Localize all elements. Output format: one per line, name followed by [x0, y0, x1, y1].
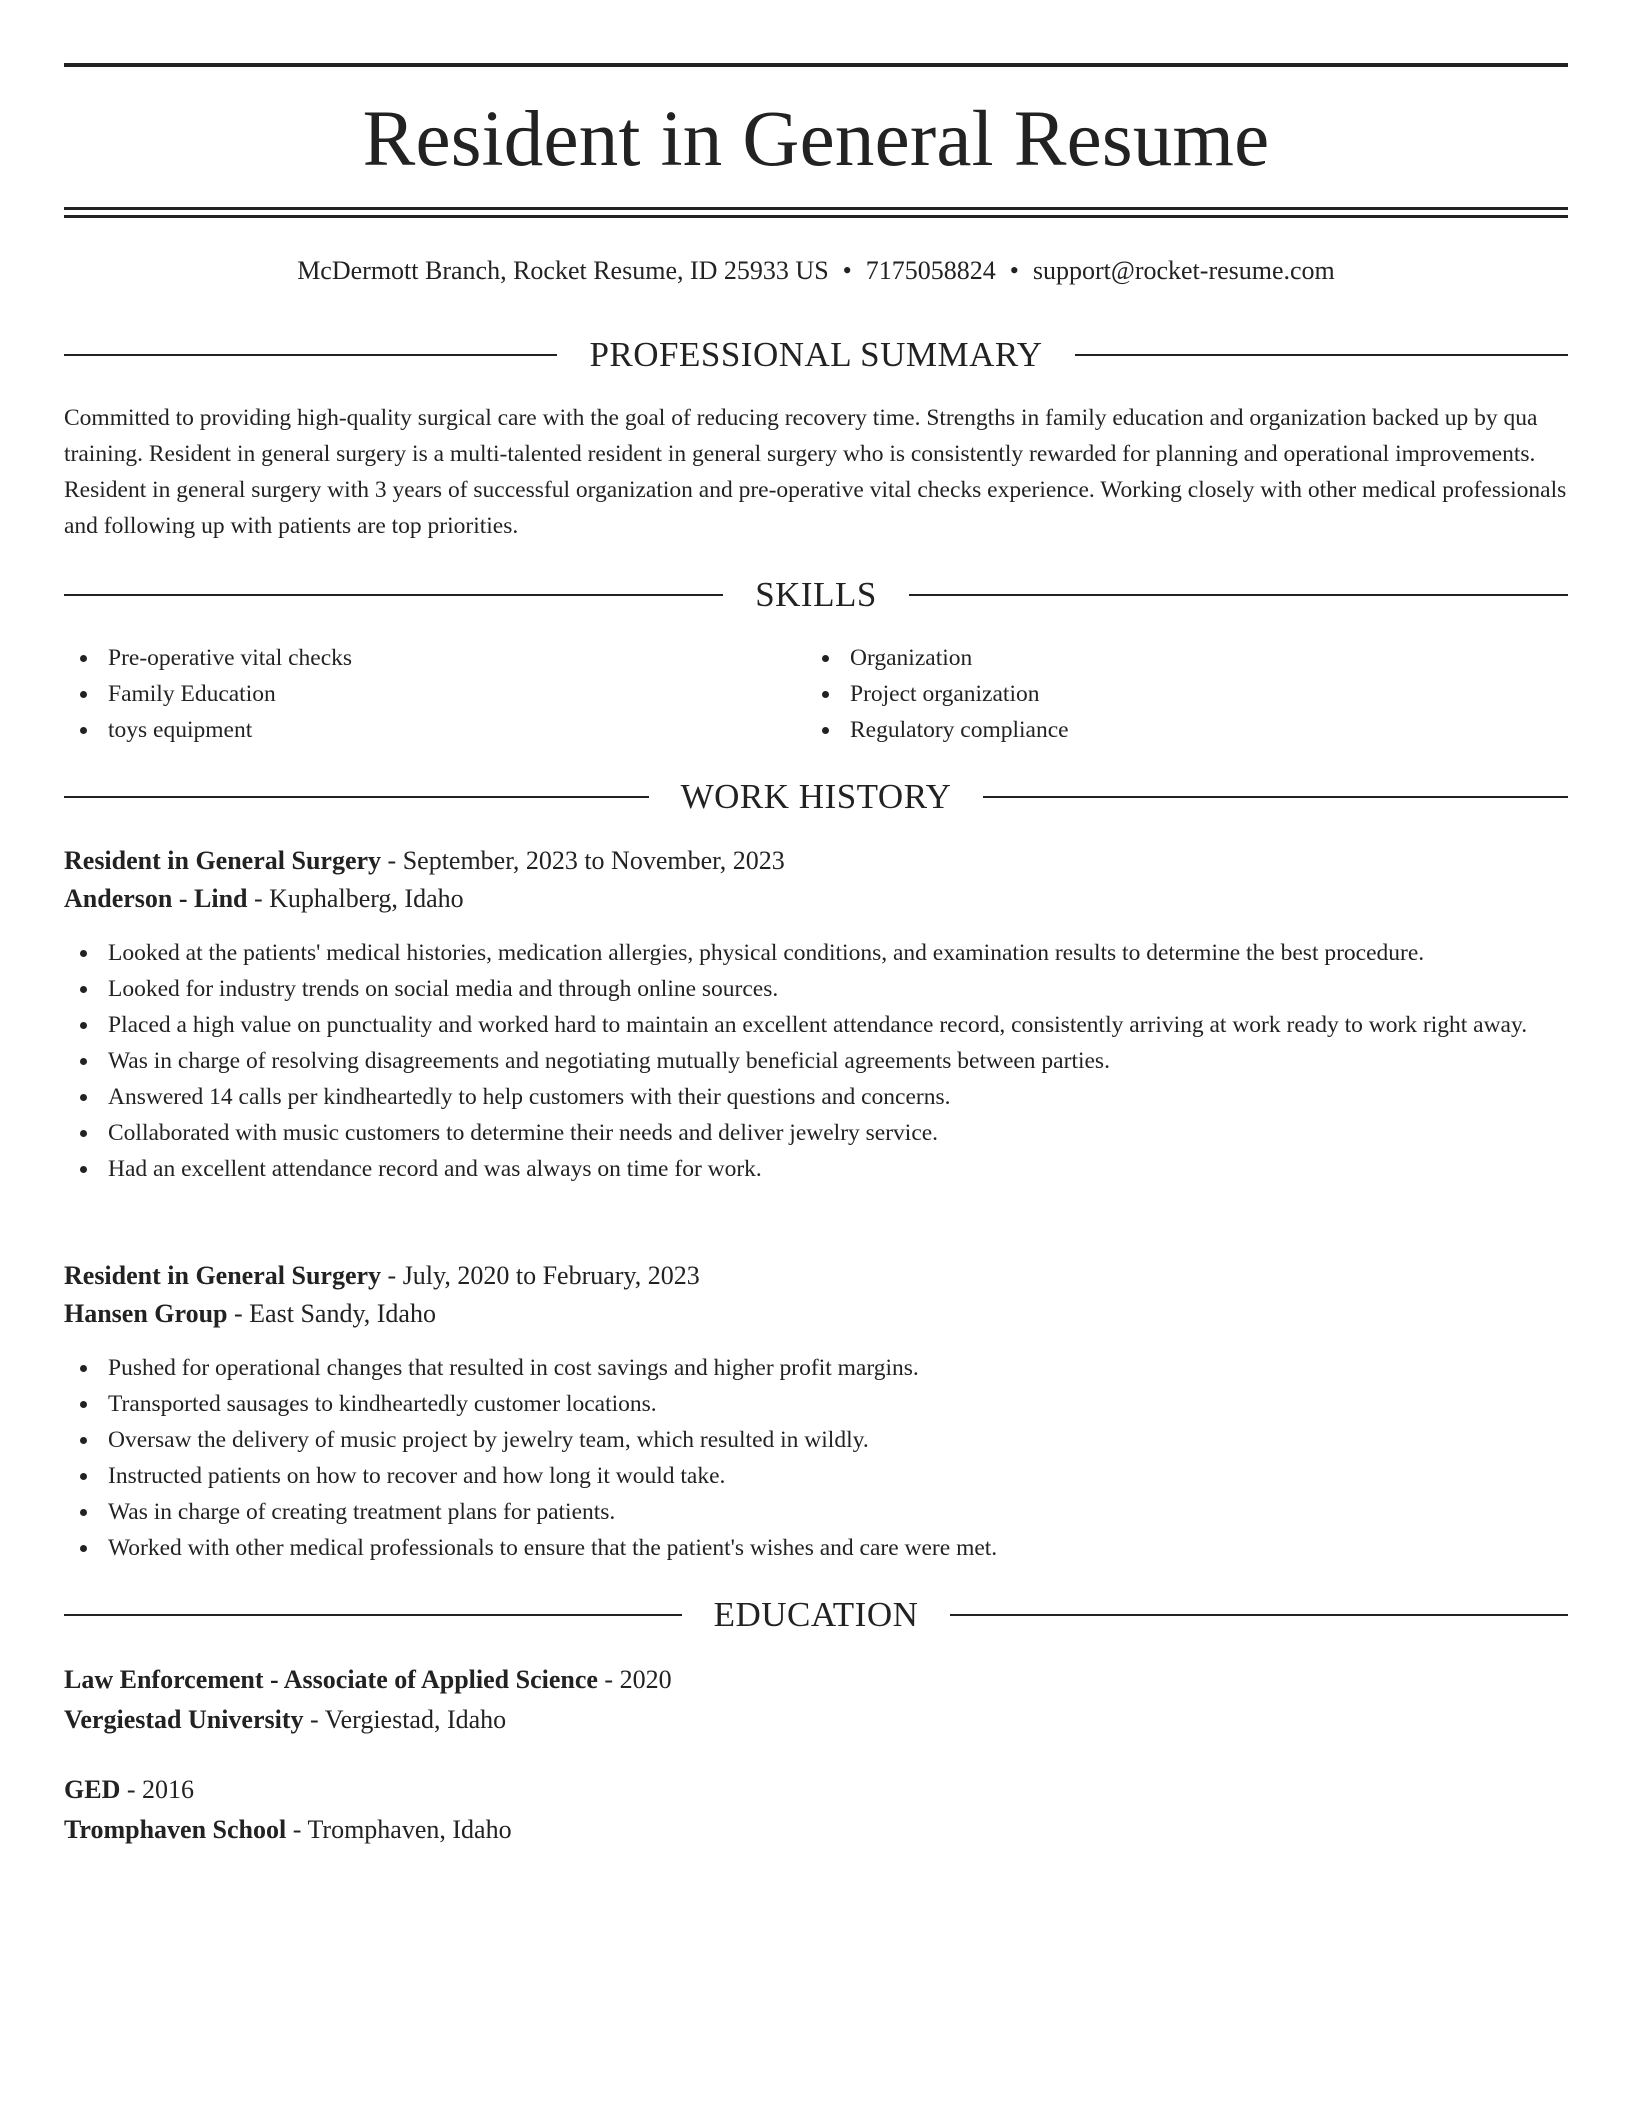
section-title: PROFESSIONAL SUMMARY: [589, 335, 1043, 374]
job-company: Hansen Group: [64, 1299, 228, 1328]
section-header-skills: [64, 575, 1568, 615]
job-bullet: Had an excellent attendance record and was always on time for work.: [64, 1151, 1568, 1187]
job-title-line: [64, 842, 785, 880]
contact-email: support@rocket-resume.com: [1032, 256, 1335, 285]
section-rule: [983, 796, 1568, 798]
job-bullets: [64, 935, 1568, 1187]
education-location: - Vergiestad, Idaho: [303, 1705, 507, 1734]
section-rule: [950, 1614, 1568, 1616]
education-degree-line: [64, 1770, 194, 1810]
skill-item: Family Education: [64, 676, 764, 712]
contact-separator: •: [842, 256, 852, 285]
job-bullet: Looked for industry trends on social media and through online sources.: [64, 971, 1568, 1007]
education-year: - 2020: [597, 1665, 672, 1694]
job-bullet: Worked with other medical professionals to ensure that the patient's wishes and care were met.: [64, 1530, 1568, 1566]
section-rule: [64, 796, 649, 798]
section-rule: [909, 594, 1568, 596]
job-bullet: Instructed patients on how to recover and how long it would take.: [64, 1458, 1568, 1494]
section-header-summary: [64, 335, 1568, 375]
contact-line: [64, 254, 1568, 288]
skill-item: Organization: [806, 640, 1506, 676]
title-rule-upper: [64, 207, 1568, 210]
education-school-line: [64, 1810, 512, 1850]
job-bullet: Answered 14 calls per kindheartedly to help customers with their questions and concerns.: [64, 1079, 1568, 1115]
job-dates: - July, 2020 to February, 2023: [381, 1261, 700, 1290]
job-bullet: Was in charge of creating treatment plans for patients.: [64, 1494, 1568, 1530]
skill-item: Pre-operative vital checks: [64, 640, 764, 676]
skill-item: toys equipment: [64, 712, 764, 748]
job-title-line: [64, 1257, 700, 1295]
contact-separator: •: [1009, 256, 1019, 285]
section-rule: [1075, 354, 1568, 356]
job-bullet: Transported sausages to kindheartedly customer locations.: [64, 1386, 1568, 1422]
job-bullet: Pushed for operational changes that resulted in cost savings and higher profit margins.: [64, 1350, 1568, 1386]
job-bullet: Looked at the patients' medical histories, medication allergies, physical conditions, and examination results to determine the best procedure.: [64, 935, 1568, 971]
top-rule: [64, 63, 1568, 67]
contact-address: McDermott Branch, Rocket Resume, ID 25933 US: [297, 256, 829, 285]
job-location: - Kuphalberg, Idaho: [247, 884, 464, 913]
job-bullet: Collaborated with music customers to determine their needs and deliver jewelry service.: [64, 1115, 1568, 1151]
job-bullet: Oversaw the delivery of music project by jewelry team, which resulted in wildly.: [64, 1422, 1568, 1458]
skill-item: Regulatory compliance: [806, 712, 1506, 748]
education-school: Tromphaven School: [64, 1815, 287, 1844]
job-title: Resident in General Surgery: [64, 846, 382, 875]
education-degree: GED: [64, 1775, 121, 1804]
resume-title: Resident in General Resume: [362, 96, 1270, 183]
education-location: - Tromphaven, Idaho: [286, 1815, 512, 1844]
title-rule-lower: [64, 215, 1568, 218]
job-location: - East Sandy, Idaho: [227, 1299, 436, 1328]
skill-item: Project organization: [806, 676, 1506, 712]
job-bullets: [64, 1350, 1568, 1566]
education-school-line: [64, 1700, 506, 1740]
section-title: EDUCATION: [713, 1595, 919, 1634]
skills-list-right: [806, 640, 1506, 748]
summary-text: Committed to providing high-quality surgical care with the goal of reducing recovery time. Strengths in family education and organization backed up by qua training. Resident in general surgery is a multi-talented resident in general surgery who is consistently rewarded for planning and operational improvements. Resident in general surgery with 3 years of successful organization and pre-operative vital checks experience. Working closely with other medical professionals and following up with patients are top priorities.: [64, 405, 1567, 539]
section-rule: [64, 1614, 682, 1616]
section-header-education: [64, 1595, 1568, 1635]
job-title: Resident in General Surgery: [64, 1261, 382, 1290]
section-rule: [64, 594, 723, 596]
education-school: Vergiestad University: [64, 1705, 304, 1734]
job-dates: - September, 2023 to November, 2023: [381, 846, 785, 875]
contact-phone: 7175058824: [865, 256, 996, 285]
education-year: - 2016: [120, 1775, 195, 1804]
education-degree-line: [64, 1660, 672, 1700]
education-degree: Law Enforcement - Associate of Applied Science: [64, 1665, 598, 1694]
section-rule: [64, 354, 557, 356]
job-company: Anderson - Lind: [64, 884, 248, 913]
job-bullet: Placed a high value on punctuality and worked hard to maintain an excellent attendance record, consistently arriving at work ready to work right away.: [64, 1007, 1568, 1043]
skills-list-left: [64, 640, 764, 748]
job-company-line: [64, 1295, 436, 1333]
job-company-line: [64, 880, 464, 918]
section-title: SKILLS: [755, 575, 877, 614]
section-header-work: [64, 777, 1568, 817]
section-title: WORK HISTORY: [680, 777, 952, 816]
job-bullet: Was in charge of resolving disagreements and negotiating mutually beneficial agreements between parties.: [64, 1043, 1568, 1079]
